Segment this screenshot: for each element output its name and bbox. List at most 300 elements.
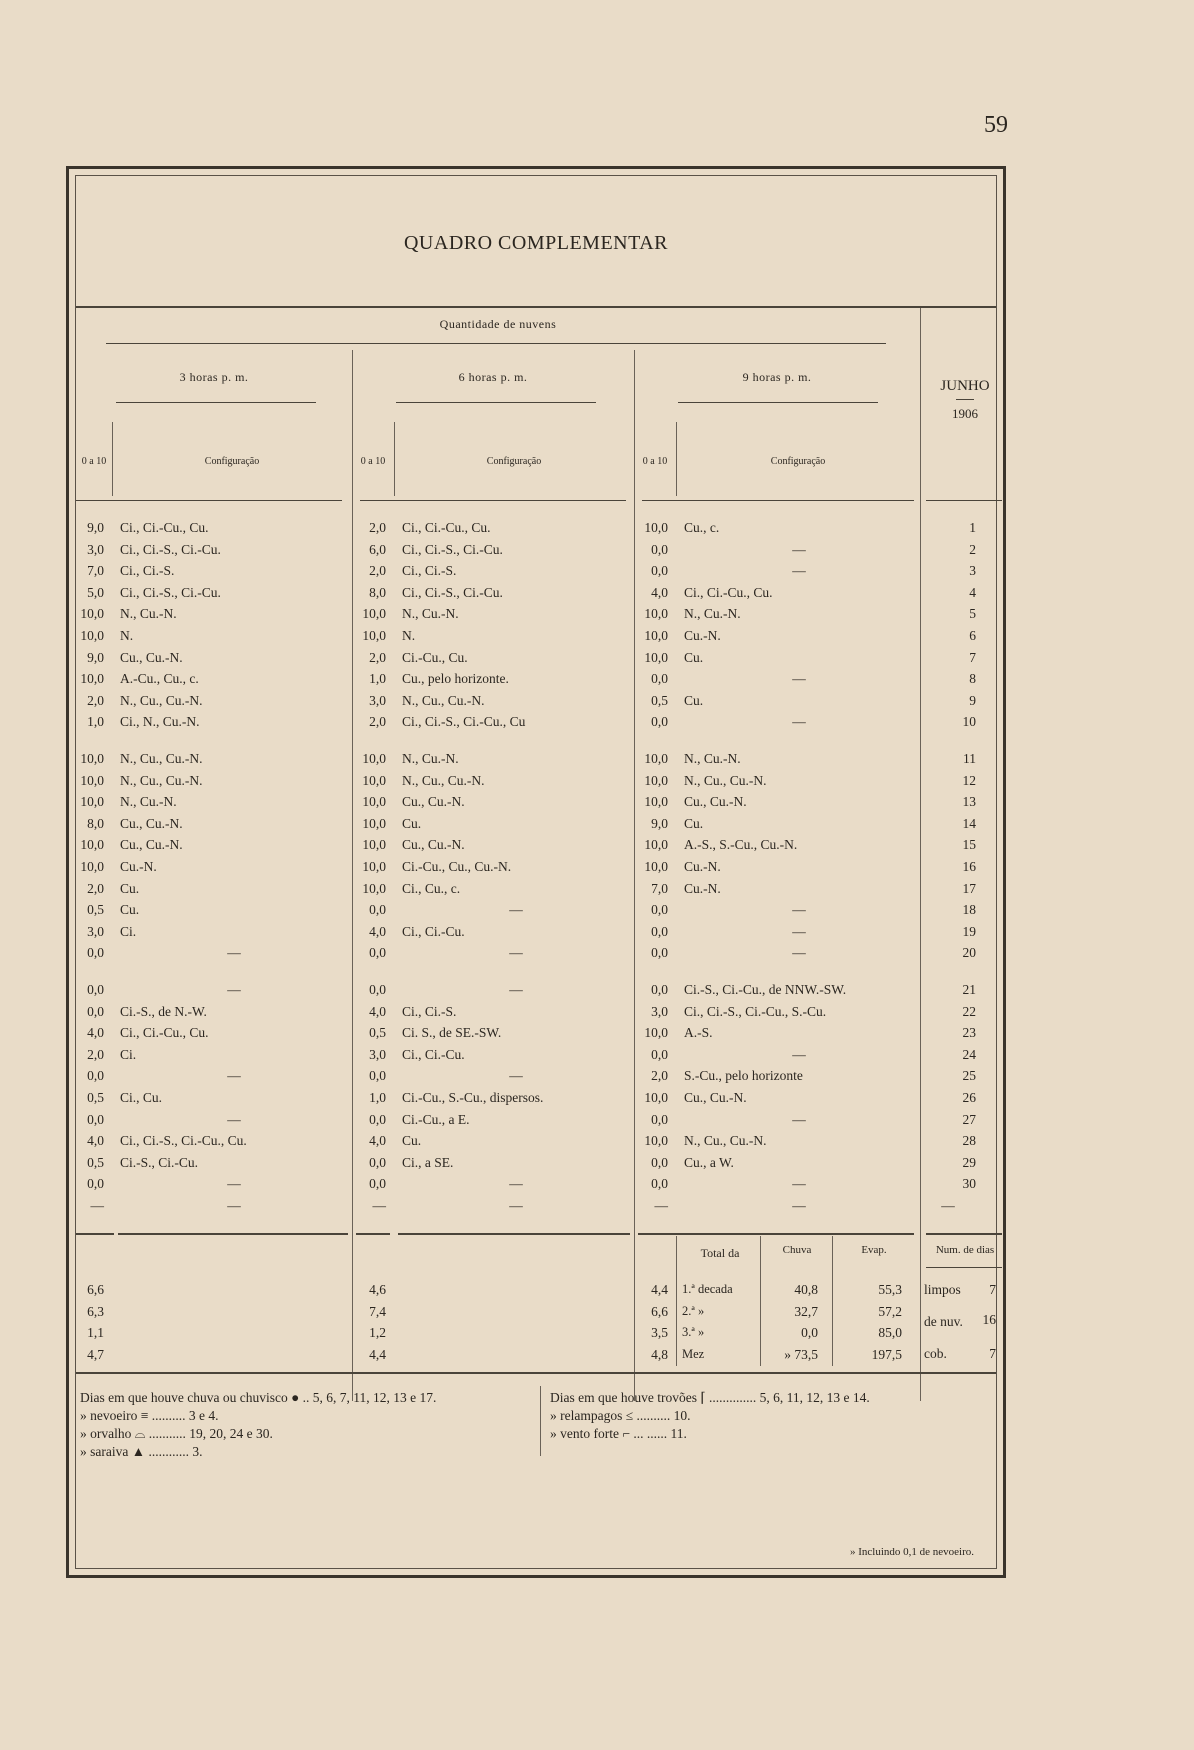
row-4-day: 4	[969, 584, 976, 600]
row-4-h3: 5,0	[87, 584, 104, 600]
summary-h3-1: 6,3	[87, 1303, 104, 1319]
row-9-h3: 2,0	[87, 692, 104, 708]
summary-chuva-0: 40,8	[794, 1282, 818, 1297]
row-15-c3: Cu., Cu.-N.	[120, 837, 183, 853]
row-22-c6: Ci., Ci.-S.	[402, 1003, 457, 1019]
summary-header-num-dias: Num. de dias	[935, 1244, 995, 1256]
row-26-h9: 10,0	[644, 1090, 668, 1105]
summary-period-1: 2.ª »	[682, 1303, 705, 1318]
month-dash	[956, 399, 974, 400]
row-30-h3: 0,0	[87, 1176, 104, 1192]
row-4-c6: Ci., Ci.-S., Ci.-Cu.	[402, 584, 503, 600]
row-6-c6: N.	[402, 628, 416, 643]
row-11-day: 11	[963, 751, 976, 766]
row-7-c6: Ci.-Cu., Cu.	[402, 649, 468, 665]
row-28-c9: N., Cu., Cu.-N.	[684, 1133, 767, 1149]
row-12-h9: 10,0	[644, 772, 668, 788]
summary-evap-0: 55,3	[878, 1282, 902, 1297]
row-20-h9: 0,0	[651, 945, 668, 961]
summary-evap-1: 57,2	[878, 1303, 902, 1319]
row-1-h3: 9,0	[87, 520, 104, 535]
row-10-c6: Ci., Ci.-S., Ci.-Cu., Cu	[402, 714, 526, 730]
row-11-h3: 10,0	[80, 751, 104, 766]
row-21-c3: —	[227, 982, 241, 997]
footnote: » Incluindo 0,1 de nevoeiro.	[849, 1546, 974, 1558]
row-16-h3: 10,0	[80, 859, 104, 874]
page-title: QUADRO COMPLEMENTAR	[403, 232, 669, 254]
days-value-2: 7	[989, 1346, 996, 1361]
row-29-day: 29	[962, 1154, 976, 1170]
row-25-h9: 2,0	[651, 1068, 668, 1084]
row-13-c9: Cu., Cu.-N.	[684, 794, 747, 810]
row-13-h6: 10,0	[362, 794, 386, 810]
row-21-c9: Ci.-S., Ci.-Cu., de NNW.-SW.	[684, 982, 847, 997]
row-13-c6: Cu., Cu.-N.	[402, 794, 465, 810]
row-9-c9: Cu.	[684, 692, 704, 708]
row-20-c6: —	[509, 945, 523, 961]
row-18-h9: 0,0	[651, 902, 668, 918]
row-8-day: 8	[969, 671, 976, 687]
row-5-c9: N., Cu.-N.	[684, 606, 741, 622]
summary-divider-b	[760, 1236, 761, 1366]
row-31-c6: —	[509, 1198, 523, 1213]
row-16-day: 16	[962, 859, 976, 874]
row-27-h9: 0,0	[651, 1111, 668, 1127]
summary-h9-0: 4,4	[651, 1282, 668, 1297]
row-2-h3: 3,0	[87, 541, 104, 557]
row-14-h9: 9,0	[651, 815, 668, 831]
row-19-c9: —	[792, 923, 806, 939]
header-bottom-9pm	[642, 500, 914, 501]
summary-h9-3: 4,8	[651, 1346, 668, 1362]
summary-chuva-3: » 73,5	[784, 1346, 818, 1362]
row-12-h3: 10,0	[80, 772, 104, 788]
row-10-h9: 0,0	[651, 714, 668, 730]
row-20-c9: —	[792, 945, 806, 961]
summary-top-f	[926, 1233, 1002, 1235]
num-dias-underline	[926, 1267, 1002, 1268]
row-21-h9: 0,0	[651, 982, 668, 997]
row-10-h3: 1,0	[87, 714, 104, 730]
row-3-h3: 7,0	[87, 563, 104, 579]
row-17-h3: 2,0	[87, 880, 104, 896]
row-16-c3: Cu.-N.	[120, 859, 157, 874]
row-5-c3: N., Cu.-N.	[120, 606, 177, 622]
row-27-day: 27	[962, 1111, 976, 1127]
row-6-h6: 10,0	[362, 628, 386, 643]
row-22-h9: 3,0	[651, 1003, 668, 1019]
row-8-c3: A.-Cu., Cu., c.	[120, 671, 199, 687]
row-13-day: 13	[962, 794, 976, 810]
row-31-c3: —	[227, 1198, 241, 1213]
row-20-day: 20	[962, 945, 976, 961]
config-label-3pm: Configuração	[204, 456, 260, 467]
row-14-c9: Cu.	[684, 815, 704, 831]
summary-h3-0: 6,6	[87, 1282, 104, 1297]
row-25-c6: —	[509, 1068, 523, 1084]
row-19-c3: Ci.	[120, 923, 137, 939]
row-20-c3: —	[227, 945, 241, 961]
row-25-h6: 0,0	[369, 1068, 386, 1084]
footer-right-line-1: » relampagos ≤ .......... 10.	[550, 1408, 691, 1423]
row-27-h3: 0,0	[87, 1111, 104, 1127]
footer-divider	[76, 1372, 996, 1374]
row-18-h6: 0,0	[369, 902, 386, 918]
summary-h3-3: 4,7	[87, 1346, 104, 1362]
row-25-h3: 0,0	[87, 1068, 104, 1084]
row-29-c3: Ci.-S., Ci.-Cu.	[120, 1154, 199, 1170]
config-label-6pm: Configuração	[486, 456, 542, 467]
row-26-c9: Cu., Cu.-N.	[684, 1090, 747, 1105]
summary-chuva-2: 0,0	[801, 1325, 818, 1340]
summary-chuva-1: 32,7	[794, 1303, 818, 1319]
row-29-h3: 0,5	[87, 1154, 104, 1170]
row-21-day: 21	[962, 982, 976, 997]
row-23-c9: A.-S.	[684, 1025, 713, 1041]
row-17-h9: 7,0	[651, 880, 668, 896]
divider-6-9	[634, 350, 635, 1401]
table-frame	[66, 166, 1006, 1578]
summary-divider-c	[832, 1236, 833, 1366]
row-14-day: 14	[962, 815, 976, 831]
row-31-c9: —	[792, 1198, 806, 1213]
row-18-c9: —	[792, 902, 806, 918]
row-22-c3: Ci.-S., de N.-W.	[120, 1003, 207, 1019]
scale-label-3pm: 0 a 10	[81, 456, 107, 467]
row-27-h6: 0,0	[369, 1111, 386, 1127]
row-20-h6: 0,0	[369, 945, 386, 961]
row-21-h3: 0,0	[87, 982, 104, 997]
row-7-h3: 9,0	[87, 649, 104, 665]
row-14-c6: Cu.	[402, 815, 422, 831]
row-9-day: 9	[969, 692, 976, 708]
row-8-c6: Cu., pelo horizonte.	[402, 671, 509, 687]
row-28-c6: Cu.	[402, 1133, 422, 1149]
row-15-c9: A.-S., S.-Cu., Cu.-N.	[684, 837, 798, 853]
row-27-c6: Ci.-Cu., a E.	[402, 1111, 470, 1127]
scale-label-9pm: 0 a 10	[642, 456, 668, 467]
row-5-h3: 10,0	[80, 606, 104, 622]
row-29-c9: Cu., a W.	[684, 1154, 734, 1170]
row-26-c6: Ci.-Cu., S.-Cu., dispersos.	[402, 1090, 544, 1105]
summary-top-c	[356, 1233, 390, 1235]
days-label-2: cob.	[924, 1346, 947, 1361]
row-6-c3: N.	[120, 628, 134, 643]
row-22-h3: 0,0	[87, 1003, 104, 1019]
row-10-day: 10	[962, 714, 976, 730]
row-11-c6: N., Cu.-N.	[402, 751, 459, 766]
row-1-c3: Ci., Ci.-Cu., Cu.	[120, 520, 209, 535]
row-30-c6: —	[509, 1176, 523, 1192]
row-4-h6: 8,0	[369, 584, 386, 600]
footer-left-line-2: » orvalho ⌓ ........... 19, 20, 24 e 30.	[80, 1426, 273, 1441]
header-bottom-month	[926, 500, 1002, 501]
footer-right-line-0: Dias em que houve trovões ⌈ .............. 5, 6, 11, 12, 13 e 14.	[550, 1390, 870, 1405]
summary-h9-1: 6,6	[651, 1303, 668, 1319]
row-28-h3: 4,0	[87, 1133, 104, 1149]
time-underline-9pm	[678, 402, 878, 403]
row-5-h9: 10,0	[644, 606, 668, 622]
row-8-c9: —	[792, 671, 806, 687]
header-bottom-6pm	[360, 500, 626, 501]
row-10-h6: 2,0	[369, 714, 386, 730]
row-26-h3: 0,5	[87, 1090, 104, 1105]
footer-left-line-0: Dias em que houve chuva ou chuvisco ● .. 5, 6, 7, 11, 12, 13 e 17.	[80, 1390, 437, 1405]
row-29-c6: Ci., a SE.	[402, 1154, 454, 1170]
row-28-h6: 4,0	[369, 1133, 386, 1149]
row-17-day: 17	[962, 880, 976, 896]
row-29-h6: 0,0	[369, 1154, 386, 1170]
row-13-c3: N., Cu.-N.	[120, 794, 177, 810]
row-24-day: 24	[962, 1046, 976, 1062]
time-header-6pm: 6 horas p. m.	[458, 370, 528, 384]
summary-header-chuva: Chuva	[782, 1244, 812, 1256]
row-15-h9: 10,0	[644, 837, 668, 853]
row-6-h3: 10,0	[80, 628, 104, 643]
row-12-day: 12	[962, 772, 976, 788]
group-header: Quantidade de nuvens	[439, 317, 557, 331]
row-3-c3: Ci., Ci.-S.	[120, 563, 175, 579]
row-12-c9: N., Cu., Cu.-N.	[684, 772, 767, 788]
row-21-c6: —	[509, 982, 523, 997]
year-label: 1906	[952, 406, 978, 421]
month-column-divider	[920, 308, 921, 1401]
month-label: JUNHO	[940, 378, 990, 394]
row-16-c6: Ci.-Cu., Cu., Cu.-N.	[402, 859, 512, 874]
table-inner	[75, 175, 997, 1569]
row-3-c9: —	[792, 563, 806, 579]
row-11-c9: N., Cu.-N.	[684, 751, 741, 766]
row-30-h9: 0,0	[651, 1176, 668, 1192]
row-9-c6: N., Cu., Cu.-N.	[402, 692, 485, 708]
row-25-c3: —	[227, 1068, 241, 1084]
row-8-h3: 10,0	[80, 671, 104, 687]
row-1-c9: Cu., c.	[684, 520, 720, 535]
row-17-c9: Cu.-N.	[684, 880, 721, 896]
row-9-h9: 0,5	[651, 692, 668, 708]
row-30-c9: —	[792, 1176, 806, 1192]
row-14-h6: 10,0	[362, 815, 386, 831]
row-9-h6: 3,0	[369, 692, 386, 708]
row-1-h9: 10,0	[644, 520, 668, 535]
time-underline-3pm	[116, 402, 316, 403]
row-30-day: 30	[962, 1176, 976, 1192]
row-7-h9: 10,0	[644, 649, 668, 665]
row-17-h6: 10,0	[362, 880, 386, 896]
row-11-h9: 10,0	[644, 751, 668, 766]
row-3-h9: 0,0	[651, 563, 668, 579]
header-bottom-3pm	[76, 500, 342, 501]
summary-header-evap: Evap.	[861, 1244, 887, 1256]
row-25-c9: S.-Cu., pelo horizonte	[684, 1068, 803, 1084]
row-2-h6: 6,0	[369, 541, 386, 557]
row-23-day: 23	[962, 1025, 976, 1041]
row-20-h3: 0,0	[87, 945, 104, 961]
row-7-c3: Cu., Cu.-N.	[120, 649, 183, 665]
row-29-h9: 0,0	[651, 1154, 668, 1170]
row-13-h9: 10,0	[644, 794, 668, 810]
row-23-h3: 4,0	[87, 1025, 104, 1041]
row-14-h3: 8,0	[87, 815, 104, 831]
row-15-day: 15	[962, 837, 976, 853]
row-1-h6: 2,0	[369, 520, 386, 535]
row-7-day: 7	[969, 649, 976, 665]
row-22-c9: Ci., Ci.-S., Ci.-Cu., S.-Cu.	[684, 1003, 827, 1019]
row-24-h3: 2,0	[87, 1046, 104, 1062]
row-18-c6: —	[509, 902, 523, 918]
row-6-h9: 10,0	[644, 628, 668, 643]
row-4-c3: Ci., Ci.-S., Ci.-Cu.	[120, 584, 221, 600]
row-16-h6: 10,0	[362, 859, 386, 874]
row-19-h9: 0,0	[651, 923, 668, 939]
summary-h6-3: 4,4	[369, 1346, 386, 1362]
row-19-h3: 3,0	[87, 923, 104, 939]
row-26-day: 26	[962, 1090, 976, 1105]
row-19-h6: 4,0	[369, 923, 386, 939]
summary-period-3: Mez	[682, 1346, 705, 1361]
summary-h6-1: 7,4	[369, 1303, 386, 1319]
row-24-c6: Ci., Ci.-Cu.	[402, 1046, 465, 1062]
time-header-9pm: 9 horas p. m.	[742, 370, 812, 384]
row-7-c9: Cu.	[684, 649, 704, 665]
row-2-h9: 0,0	[651, 541, 668, 557]
row-18-c3: Cu.	[120, 902, 140, 918]
title-divider	[76, 306, 996, 308]
row-6-c9: Cu.-N.	[684, 628, 721, 643]
row-27-c3: —	[227, 1111, 241, 1127]
summary-top-b	[118, 1233, 348, 1235]
row-2-c9: —	[792, 541, 806, 557]
row-26-c3: Ci., Cu.	[120, 1090, 163, 1105]
summary-evap-2: 85,0	[878, 1325, 902, 1340]
row-9-c3: N., Cu., Cu.-N.	[120, 692, 203, 708]
row-23-h6: 0,5	[369, 1025, 386, 1041]
days-label-0: limpos	[924, 1282, 961, 1297]
row-17-c6: Ci., Cu., c.	[402, 880, 461, 896]
row-28-h9: 10,0	[644, 1133, 668, 1149]
summary-top-e	[638, 1233, 914, 1235]
row-22-day: 22	[962, 1003, 976, 1019]
row-4-h9: 4,0	[651, 584, 668, 600]
scale-label-6pm: 0 a 10	[360, 456, 386, 467]
row-4-c9: Ci., Ci.-Cu., Cu.	[684, 584, 773, 600]
row-2-day: 2	[969, 541, 976, 557]
divider-3-6	[352, 350, 353, 1401]
row-24-c3: Ci.	[120, 1046, 137, 1062]
footer-left-line-3: » saraiva ▲ ............ 3.	[80, 1444, 203, 1459]
row-23-h9: 10,0	[644, 1025, 668, 1041]
row-5-h6: 10,0	[362, 606, 386, 622]
row-13-h3: 10,0	[80, 794, 104, 810]
group-underline	[106, 343, 886, 344]
row-12-c3: N., Cu., Cu.-N.	[120, 772, 203, 788]
time-underline-6pm	[396, 402, 596, 403]
row-10-c9: —	[792, 714, 806, 730]
row-7-h6: 2,0	[369, 649, 386, 665]
row-5-c6: N., Cu.-N.	[402, 606, 459, 622]
row-14-c3: Cu., Cu.-N.	[120, 815, 183, 831]
footer-column-divider	[540, 1386, 541, 1456]
row-15-h6: 10,0	[362, 837, 386, 853]
row-12-c6: N., Cu., Cu.-N.	[402, 772, 485, 788]
days-label-1: de nuv.	[924, 1314, 963, 1329]
summary-period-0: 1.ª decada	[682, 1282, 733, 1296]
row-21-h6: 0,0	[369, 982, 386, 997]
summary-top-d	[398, 1233, 630, 1235]
summary-h9-2: 3,5	[651, 1325, 668, 1340]
summary-h6-2: 1,2	[369, 1325, 386, 1340]
row-28-c3: Ci., Ci.-S., Ci.-Cu., Cu.	[120, 1133, 247, 1149]
summary-header-total: Total da	[700, 1246, 740, 1260]
footer-right-line-2: » vento forte ⌐ ... ...... 11.	[550, 1426, 687, 1441]
row-8-h6: 1,0	[369, 671, 386, 687]
row-2-c6: Ci., Ci.-S., Ci.-Cu.	[402, 541, 503, 557]
row-30-h6: 0,0	[369, 1176, 386, 1192]
row-24-c9: —	[792, 1046, 806, 1062]
row-31-day: —	[941, 1198, 955, 1213]
row-28-day: 28	[962, 1133, 976, 1149]
row-11-c3: N., Cu., Cu.-N.	[120, 751, 203, 766]
row-18-h3: 0,5	[87, 902, 104, 918]
summary-h6-0: 4,6	[369, 1282, 386, 1297]
row-11-h6: 10,0	[362, 751, 386, 766]
summary-top-a	[76, 1233, 114, 1235]
row-3-h6: 2,0	[369, 563, 386, 579]
row-2-c3: Ci., Ci.-S., Ci.-Cu.	[120, 541, 221, 557]
page-number: 59	[984, 112, 1008, 138]
row-17-c3: Cu.	[120, 880, 140, 896]
row-15-h3: 10,0	[80, 837, 104, 853]
row-1-day: 1	[969, 520, 976, 535]
days-value-1: 16	[982, 1312, 996, 1327]
row-31-h3: —	[90, 1198, 104, 1213]
row-5-day: 5	[969, 606, 976, 622]
footer-left-line-1: » nevoeiro ≡ .......... 3 e 4.	[80, 1408, 219, 1423]
row-23-c6: Ci. S., de SE.-SW.	[402, 1025, 502, 1041]
row-12-h6: 10,0	[362, 772, 386, 788]
summary-divider-a	[676, 1236, 677, 1366]
summary-h3-2: 1,1	[87, 1325, 104, 1340]
row-31-h6: —	[372, 1198, 386, 1213]
row-15-c6: Cu., Cu.-N.	[402, 837, 465, 853]
summary-period-2: 3.ª »	[682, 1325, 705, 1339]
row-10-c3: Ci., N., Cu.-N.	[120, 714, 200, 730]
row-1-c6: Ci., Ci.-Cu., Cu.	[402, 520, 491, 535]
row-27-c9: —	[792, 1111, 806, 1127]
row-8-h9: 0,0	[651, 671, 668, 687]
row-22-h6: 4,0	[369, 1003, 386, 1019]
row-16-c9: Cu.-N.	[684, 859, 721, 874]
row-23-c3: Ci., Ci.-Cu., Cu.	[120, 1025, 209, 1041]
row-18-day: 18	[962, 902, 976, 918]
row-26-h6: 1,0	[369, 1090, 386, 1105]
config-label-9pm: Configuração	[770, 456, 826, 467]
time-header-3pm: 3 horas p. m.	[179, 370, 249, 384]
row-19-day: 19	[962, 923, 976, 939]
row-24-h6: 3,0	[369, 1046, 386, 1062]
row-3-c6: Ci., Ci.-S.	[402, 563, 457, 579]
row-19-c6: Ci., Ci.-Cu.	[402, 923, 465, 939]
row-31-h9: —	[654, 1198, 668, 1213]
row-24-h9: 0,0	[651, 1046, 668, 1062]
row-16-h9: 10,0	[644, 859, 668, 874]
row-30-c3: —	[227, 1176, 241, 1192]
days-value-0: 7	[989, 1282, 996, 1297]
summary-evap-3: 197,5	[871, 1346, 902, 1362]
row-3-day: 3	[969, 563, 976, 579]
row-6-day: 6	[969, 628, 976, 643]
row-25-day: 25	[962, 1068, 976, 1084]
